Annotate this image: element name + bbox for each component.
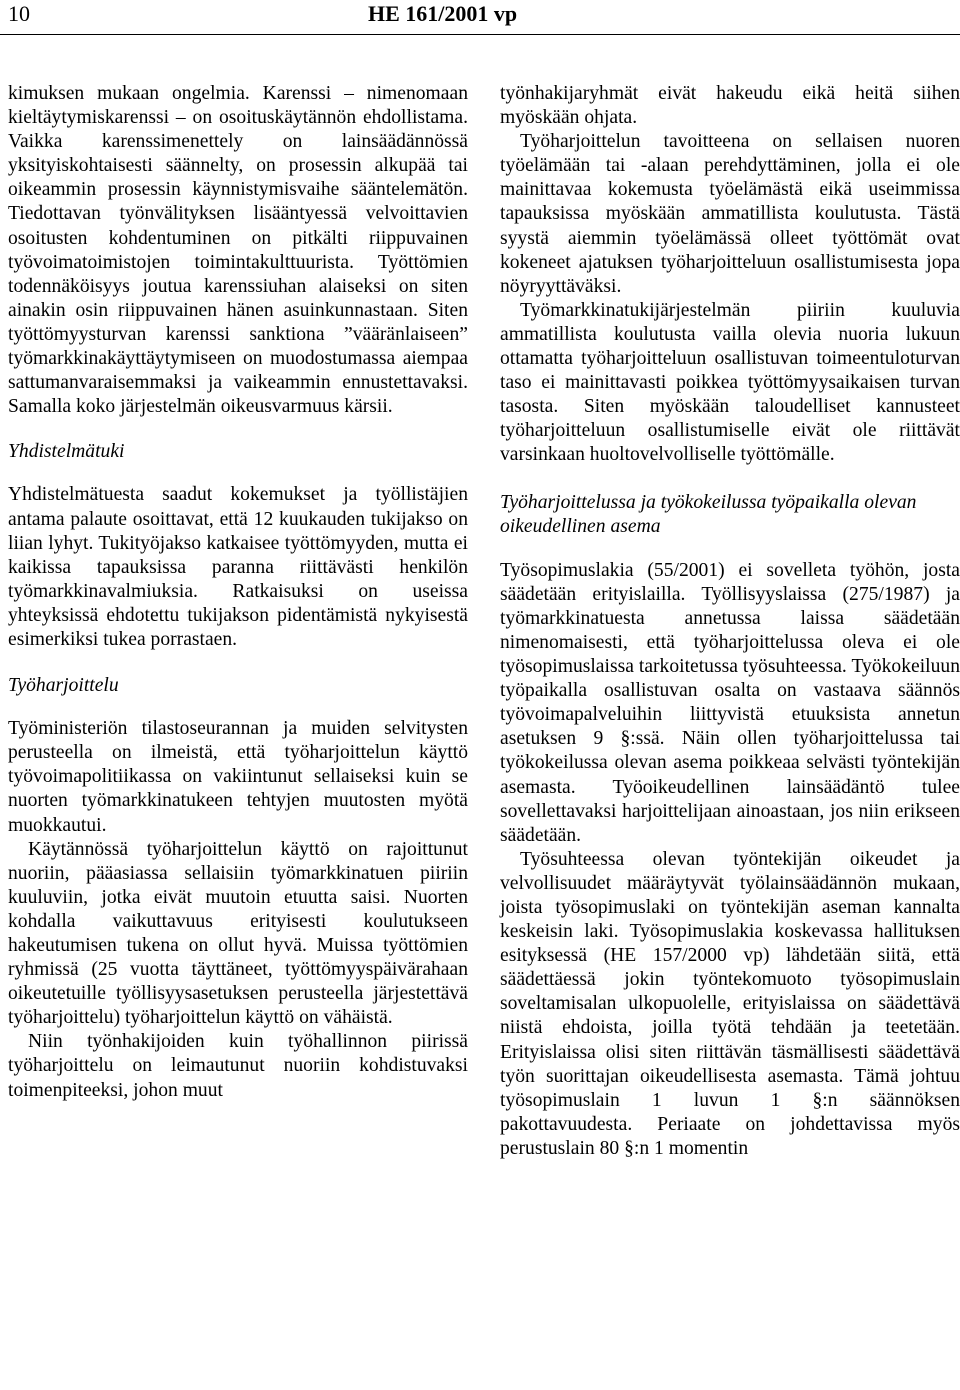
page-header [0,0,960,32]
paragraph-yhdistelmatuki: Yhdistelmätuesta saadut kokemukset ja työllistäjien antama palaute osoittavat, että 12 kuukauden tukijakso on liian lyhyt. Tukityöjakso katkaisee työttömyyden, mutta ei kaikissa tapauksissa paranna riittävästi henkilön työmarkkinavalmiuksia. Ratkaisuksi on useissa yhteyksissä ehdotettu tukijakson pidentämistä nykyisestä esimerkiksi tukea porrastaen. [8,484,468,650]
paragraph-tyonhakijaryhmat: työnhakijaryhmät eivät hakeudu eikä heitä siihen myöskään ohjata. [500,83,960,129]
section-heading-oikeudellinen-asema: Työharjoittelussa ja työkokeilussa työpaikalla olevan oikeudellinen asema [500,491,917,537]
paragraph-tyosuhteessa: Työsuhteessa olevan työntekijän oikeudet ja velvollisuudet määräytyvät työlainsäädännön mukaan, joista työsopimuslaki on työntekijän aseman kannalta keskeisin laki. Työsopimuslakia koskevassa hallituksen esityksessä (HE 157/2000 vp) lähdetään siitä, että säädettäessä jokin työntekomuoto työsopimuslain soveltamisalan ulkopuolelle, erityislaissa on säädettävä niistä ehdoista, joilla työtä tehdään ja teetetään. Erityislaissa olisi siten riittävän täsmällisesti säädettävä työn suorittajan oikeudellisesta asemasta. Tämä johtuu työsopimuslain 1 luvun 1 §:n säännöksen pakottavuudesta. Periaate on johdettavissa myös perustuslain 80 §:n 1 momentin [500,848,960,1159]
right-column [500,82,960,1161]
section-heading-yhdistelmatuki: Yhdistelmätuki [8,441,125,463]
document-id: HE 161/2001 vp [368,1,518,26]
header-rule [0,34,960,35]
paragraph-karenssi: kimuksen mukaan ongelmia. Karenssi – nimenomaan kieltäytymiskarenssi – on osoituskäytännön ehdollistama. Vaikka karenssimenettely on lainsäädännössä yksityiskohtaisesti säännelty, on prosessin alkupää tai oikeammin prosessin käynnistymisvaihe sääntelemätön. Tiedottavan työnvälityksen lisääntyessä velvoittavien osoitusten kohdentuminen on pitkälti riippuvainen työvoimatoimistojen toimintakulttuurista. Työttömien todennäköisyys joutua karenssiuhan alaiseksi on siten ainakin osin riippuvainen hänen asuinkunnastaan. Siten työttömyysturvan karenssi sanktiona ”vääränlaiseen” työmarkkinakäyttäytymiseen on muodostumassa aiempaa sattumanvaraisemmaksi ja vaikeammin ennustettavaksi. Samalla koko järjestelmän oikeusvarmuus kärsii. [8,83,468,418]
section-heading-tyoharjoittelu: Työharjoittelu [8,675,119,697]
page-number: 10 [8,1,30,26]
paragraph-kaytannossa: Käytännössä työharjoittelun käyttö on rajoittunut nuoriin, pääasiassa sellaisiin työmarkkinatuen piiriin kuuluviin, jotka eivät muutoin etuutta saisi. Nuorten kohdalla vaikuttavuus erityisesti koulutukseen hakeutumisen tukena on ollut hyvä. Muissa työttömien ryhmissä (25 vuotta täyttäneet, työttömyyspäivärahaan oikeutetuille työllisyysasetuksen perusteella järjestettävä työharjoittelu) työharjoittelun käyttö on vähäistä. [8,838,468,1029]
paragraph-tilastoseuranta: Työministeriön tilastoseurannan ja muiden selvitysten perusteella on ilmeistä, että työharjoittelun käyttö työvoimapolitiikassa on vakiintunut sellaiseksi kuin se nuorten työmarkkinatukeen tehtyjen muutosten myötä muokkautui. [8,718,468,836]
paragraph-tyosopimuslaki: Työsopimuslakia (55/2001) ei sovelleta työhön, josta säädetään erityislailla. Työllisyyslaissa (275/1987) ja työmarkkinatuesta annetussa laissa säädetään nimenomaisesti, että työharjoittelussa oleva ei ole työsopimuslaissa tarkoitetussa työsuhteessa. Työkokeiluun työpaikalla osallistuvan osalta on vastaava säännös työvoimapalveluihin liittyvistä etuuksista annetun asetuksen 9 §:ssä. Näin ollen työharjoittelussa tai työkokeilussa olevan asema poikkeaa selvästi työntekijän asemasta. Työoikeudellinen lainsäädäntö tulee sovellettavaksi harjoittelijaan ainoastaan, jos niin erikseen säädetään. [500,559,960,846]
paragraph-niin-tyonhakijoiden: Niin työnhakijoiden kuin työhallinnon piirissä työharjoittelu on leimautunut nuoriin kohdistuvaksi toimenpiteeksi, johon muut [8,1031,468,1101]
left-column [8,82,468,1103]
paragraph-tukijarjestelma: Työmarkkinatukijärjestelmän piiriin kuuluvia ammatillista koulutusta vailla olevia nuoria lukuun ottamatta työharjoitteluun osallistuvan toimeentuloturvan taso ei mainittavasti poikkea työttömyysaikaisen turvan tasosta. Siten myöskään taloudelliset kannusteet työharjoitteluun osallistumiselle eivät ole riittävät varsinkaan huoltovelvolliselle työttömälle. [500,299,960,466]
paragraph-tavoitteena: Työharjoittelun tavoitteena on sellaisen nuoren työelämään tai -alaan perehdyttäminen, jolla ei ole mainittavaa kokemusta työelämästä eikä useimmissa tapauksissa myöskään ammatillista koulutusta. Tästä syystä aiemmin työelämässä olleet työttömät ovat kokeneet ajatuksen työharjoitteluun osallistumisesta jopa nöyryyttäväksi. [500,131,960,297]
